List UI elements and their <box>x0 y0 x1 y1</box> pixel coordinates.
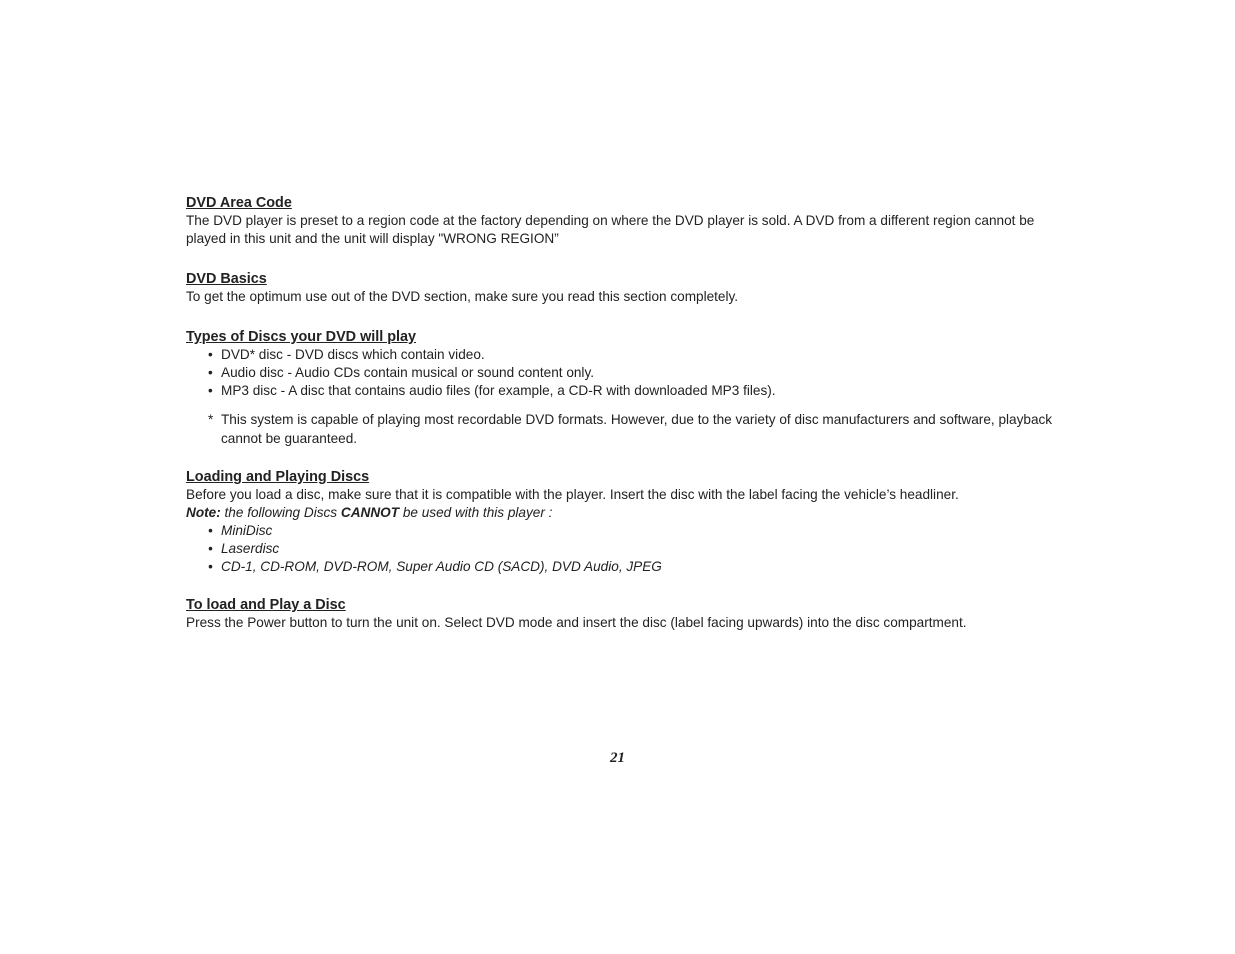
list-item: • MP3 disc - A disc that contains audio files (for example, a CD-R with downloaded MP3 files). <box>208 382 1066 400</box>
page-number: 21 <box>610 750 625 766</box>
note-text-post: be used with this player : <box>399 505 553 520</box>
list-item: • Laserdisc <box>208 540 1066 558</box>
section-dvd-basics <box>186 270 1066 306</box>
list-item: • Audio disc - Audio CDs contain musical or sound content only. <box>208 364 1066 382</box>
spacer <box>186 448 1066 468</box>
spacer <box>186 306 1066 328</box>
spacer <box>186 400 1066 410</box>
spacer <box>186 576 1066 596</box>
heading-disc-types: Types of Discs your DVD will play <box>186 329 417 345</box>
paragraph-dvd-area-code: The DVD player is preset to a region code at the factory depending on where the DVD player is sold. A DVD from a different region cannot be played in this unit and the unit will display "WRONG REGION” <box>186 213 1035 246</box>
page-content <box>186 194 1066 632</box>
list-item: • DVD* disc - DVD discs which contain video. <box>208 346 1066 364</box>
disc-types-list <box>186 346 1066 400</box>
section-loading-playing <box>186 468 1066 576</box>
list-item: • CD-1, CD-ROM, DVD-ROM, Super Audio CD (SACD), DVD Audio, JPEG <box>208 558 1066 576</box>
footnote-recordable-dvd <box>186 410 1066 448</box>
heading-loading-playing: Loading and Playing Discs <box>186 469 370 485</box>
heading-dvd-basics: DVD Basics <box>186 271 267 287</box>
section-disc-types <box>186 328 1066 448</box>
paragraph-dvd-basics: To get the optimum use out of the DVD section, make sure you read this section completely. <box>186 289 739 304</box>
section-dvd-area-code <box>186 194 1066 248</box>
list-item: • MiniDisc <box>208 522 1066 540</box>
spacer <box>186 248 1066 270</box>
heading-load-play-disc: To load and Play a Disc <box>186 597 346 613</box>
note-text-pre: the following Discs <box>220 505 341 520</box>
paragraph-loading-playing: Before you load a disc, make sure that it is compatible with the player. Insert the disc with the label facing the vehicle’s headliner. <box>186 487 959 502</box>
incompatible-discs-list <box>186 522 1066 576</box>
note-label: Note: <box>186 505 221 520</box>
note-incompatible-discs <box>186 504 1066 522</box>
heading-dvd-area-code: DVD Area Code <box>186 195 292 211</box>
section-load-play-disc <box>186 596 1066 632</box>
footnote-mark: * <box>208 412 214 427</box>
note-emphasis: CANNOT <box>340 505 400 520</box>
paragraph-load-play-disc: Press the Power button to turn the unit on. Select DVD mode and insert the disc (label facing upwards) into the disc compartment. <box>186 615 967 630</box>
footnote-text: This system is capable of playing most recordable DVD formats. However, due to the variety of disc manufacturers and software, playback cannot be guaranteed. <box>221 412 1053 446</box>
